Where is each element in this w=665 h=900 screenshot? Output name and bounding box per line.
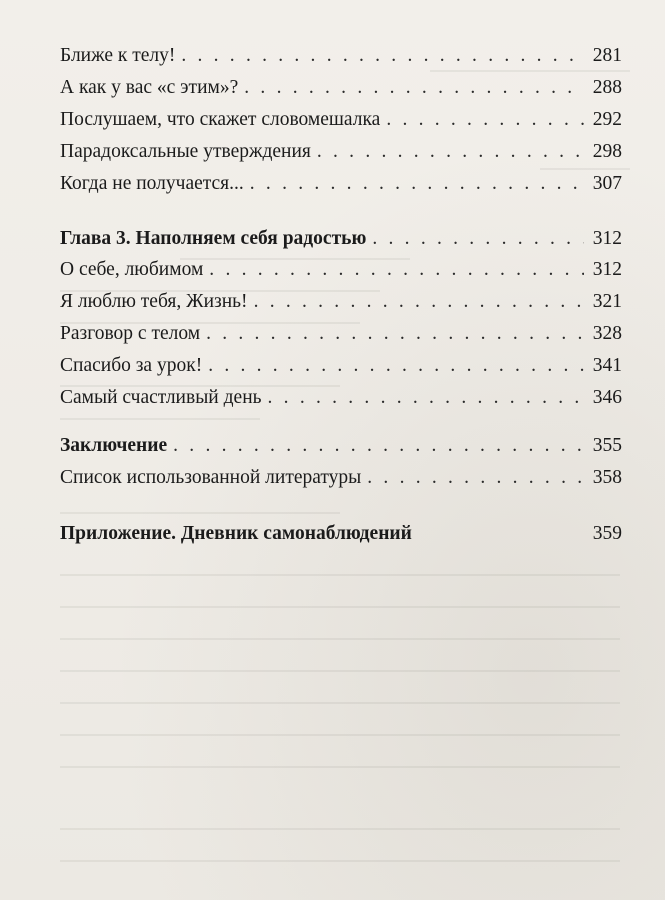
toc-entry-page: 321 (592, 291, 622, 312)
toc-entry-page: 346 (592, 387, 622, 408)
toc-entry (60, 172, 622, 196)
dot-leader (244, 76, 584, 100)
toc-entry-title: Глава 3. Наполняем себя радостью (60, 228, 367, 249)
toc-entry-title: А как у вас «с этим»? (60, 77, 239, 98)
toc-chapter-heading (60, 227, 622, 251)
dot-leader (181, 44, 584, 68)
toc-entry (60, 258, 622, 282)
dot-leader (209, 258, 584, 282)
toc-entry (60, 354, 622, 378)
toc-entry-title: Я люблю тебя, Жизнь! (60, 291, 248, 312)
dot-leader (173, 434, 584, 458)
toc-entry (60, 108, 622, 132)
toc-entry-page: 355 (592, 435, 622, 456)
toc-entry-title: Приложение. Дневник самонаблюдений (60, 523, 412, 544)
toc-entry-title: Когда не получается... (60, 173, 244, 194)
toc-entry-title: Самый счастливый день (60, 387, 262, 408)
toc-entry-title: О себе, любимом (60, 259, 204, 280)
dot-leader (206, 322, 584, 346)
toc-entry-page: 312 (592, 228, 622, 249)
toc-entry (60, 466, 622, 490)
toc-entry-page: 307 (592, 173, 622, 194)
toc-entry-title: Послушаем, что скажет словомешалка (60, 109, 381, 130)
toc-section-heading (60, 434, 622, 458)
toc-entry-page: 341 (592, 355, 622, 376)
toc-entry-page: 312 (592, 259, 622, 280)
toc-entry (60, 76, 622, 100)
toc-entry-title: Парадоксальные утверждения (60, 141, 311, 162)
dot-leader (367, 466, 584, 490)
toc-entry-page: 281 (592, 45, 622, 66)
dot-leader (386, 108, 584, 132)
toc-entry-page: 288 (592, 77, 622, 98)
toc-entry-title: Заключение (60, 435, 168, 456)
toc-section-heading (60, 522, 622, 546)
toc-entry-page: 358 (592, 467, 622, 488)
dot-leader (268, 386, 584, 410)
toc-entry (60, 140, 622, 164)
toc-entry (60, 44, 622, 68)
toc-entry-page: 359 (592, 523, 622, 544)
dot-leader (372, 227, 584, 251)
toc-entry-page: 298 (592, 141, 622, 162)
dot-leader (208, 354, 584, 378)
toc-entry-title: Разговор с телом (60, 323, 201, 344)
toc-entry-title: Список использованной литературы (60, 467, 362, 488)
toc-entry-title: Ближе к телу! (60, 45, 176, 66)
toc-entry-page: 292 (592, 109, 622, 130)
toc-entry (60, 322, 622, 346)
dot-leader (250, 172, 584, 196)
toc-entry (60, 290, 622, 314)
dot-leader (317, 140, 584, 164)
toc-entry-page: 328 (592, 323, 622, 344)
toc-entry-title: Спасибо за урок! (60, 355, 203, 376)
toc-entry (60, 386, 622, 410)
dot-leader (254, 290, 584, 314)
